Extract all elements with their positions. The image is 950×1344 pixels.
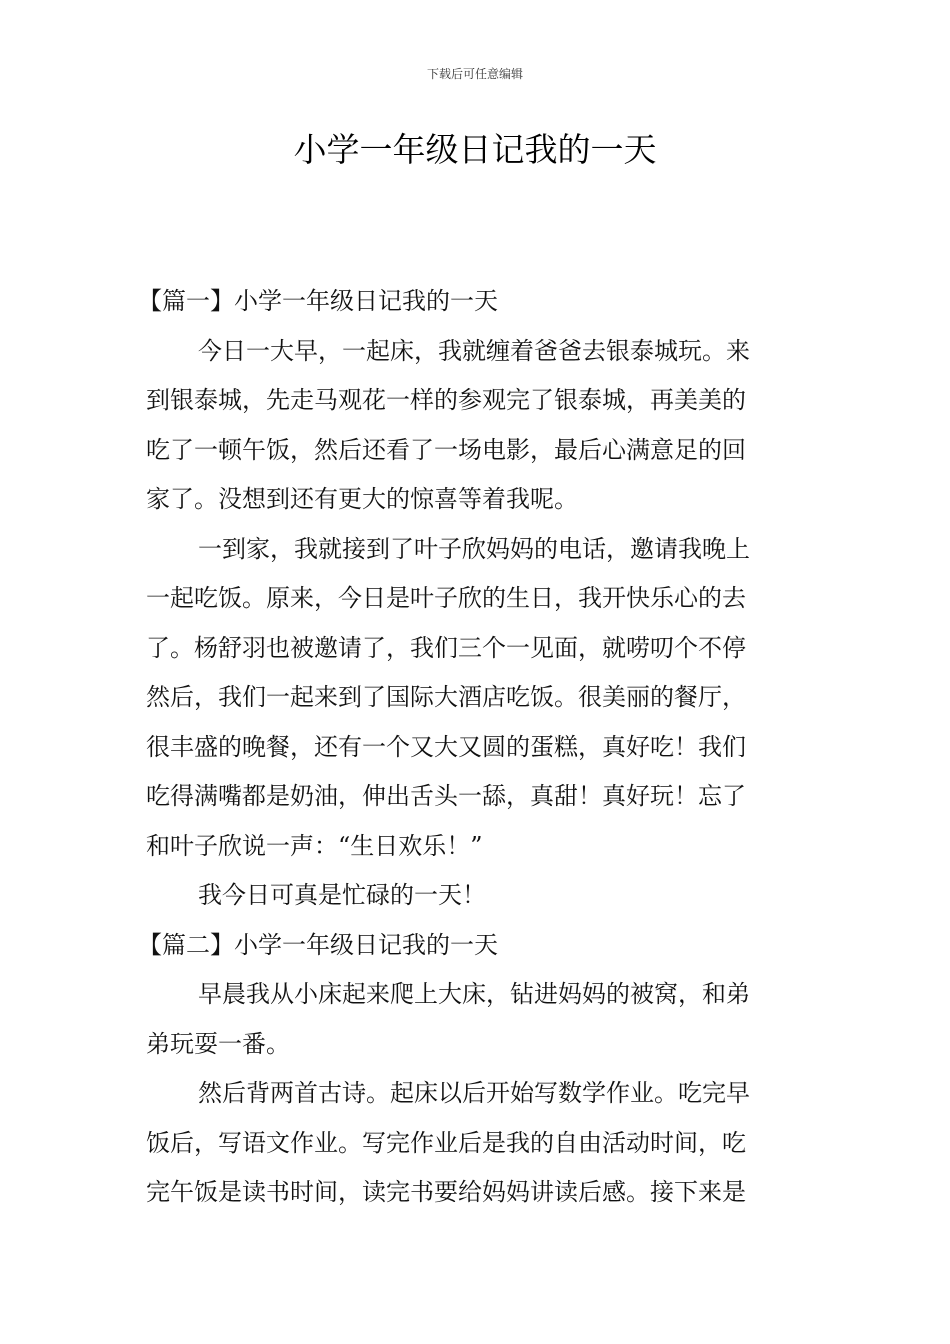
- text-line: 今日一大早，一起床，我就缠着爸爸去银泰城玩。来: [198, 336, 750, 365]
- text-line: 我今日可真是忙碌的一天！: [198, 881, 486, 909]
- text-line: 早晨我从小床起来爬上大床，钻进妈妈的被窝，和弟: [198, 980, 750, 1008]
- text-line: 完午饭是读书时间，读完书要给妈妈讲读后感。接下来是: [146, 1178, 746, 1206]
- text-line: 然后，我们一起来到了国际大酒店吃饭。很美丽的餐厅，: [146, 683, 746, 711]
- text-line: 然后背两首古诗。起床以后开始写数学作业。吃完早: [198, 1079, 750, 1107]
- section-heading: 【篇二】小学一年级日记我的一天: [138, 930, 498, 959]
- text-line: 和叶子欣说一声：“生日欢乐！”: [146, 831, 483, 860]
- text-line: 吃得满嘴都是奶油，伸出舌头一舔，真甜！真好玩！忘了: [146, 782, 746, 810]
- text-line: 弟玩耍一番。: [146, 1029, 290, 1058]
- text-line: 饭后，写语文作业。写完作业后是我的自由活动时间，吃: [146, 1128, 746, 1157]
- text-line: 家了。没想到还有更大的惊喜等着我呢。: [146, 485, 578, 513]
- text-line: 到银泰城，先走马观花一样的参观完了银泰城，再美美的: [146, 386, 746, 414]
- text-line: 吃了一顿午饭，然后还看了一场电影，最后心满意足的回: [146, 435, 746, 464]
- document-body: [138, 277, 810, 1218]
- section-heading: 【篇一】小学一年级日记我的一天: [138, 287, 498, 315]
- text-line: 了。杨舒羽也被邀请了，我们三个一见面，就唠叨个不停: [146, 633, 746, 662]
- page-title: 小学一年级日记我的一天: [293, 130, 657, 169]
- text-line: 一起吃饭。原来，今日是叶子欣的生日，我开快乐心的去: [146, 584, 746, 612]
- header-note: 下载后可任意编辑: [426, 67, 523, 81]
- text-line: 很丰盛的晚餐，还有一个又大又圆的蛋糕，真好吃！我们: [146, 732, 746, 761]
- text-line: 一到家，我就接到了叶子欣妈妈的电话，邀请我晚上: [198, 534, 750, 563]
